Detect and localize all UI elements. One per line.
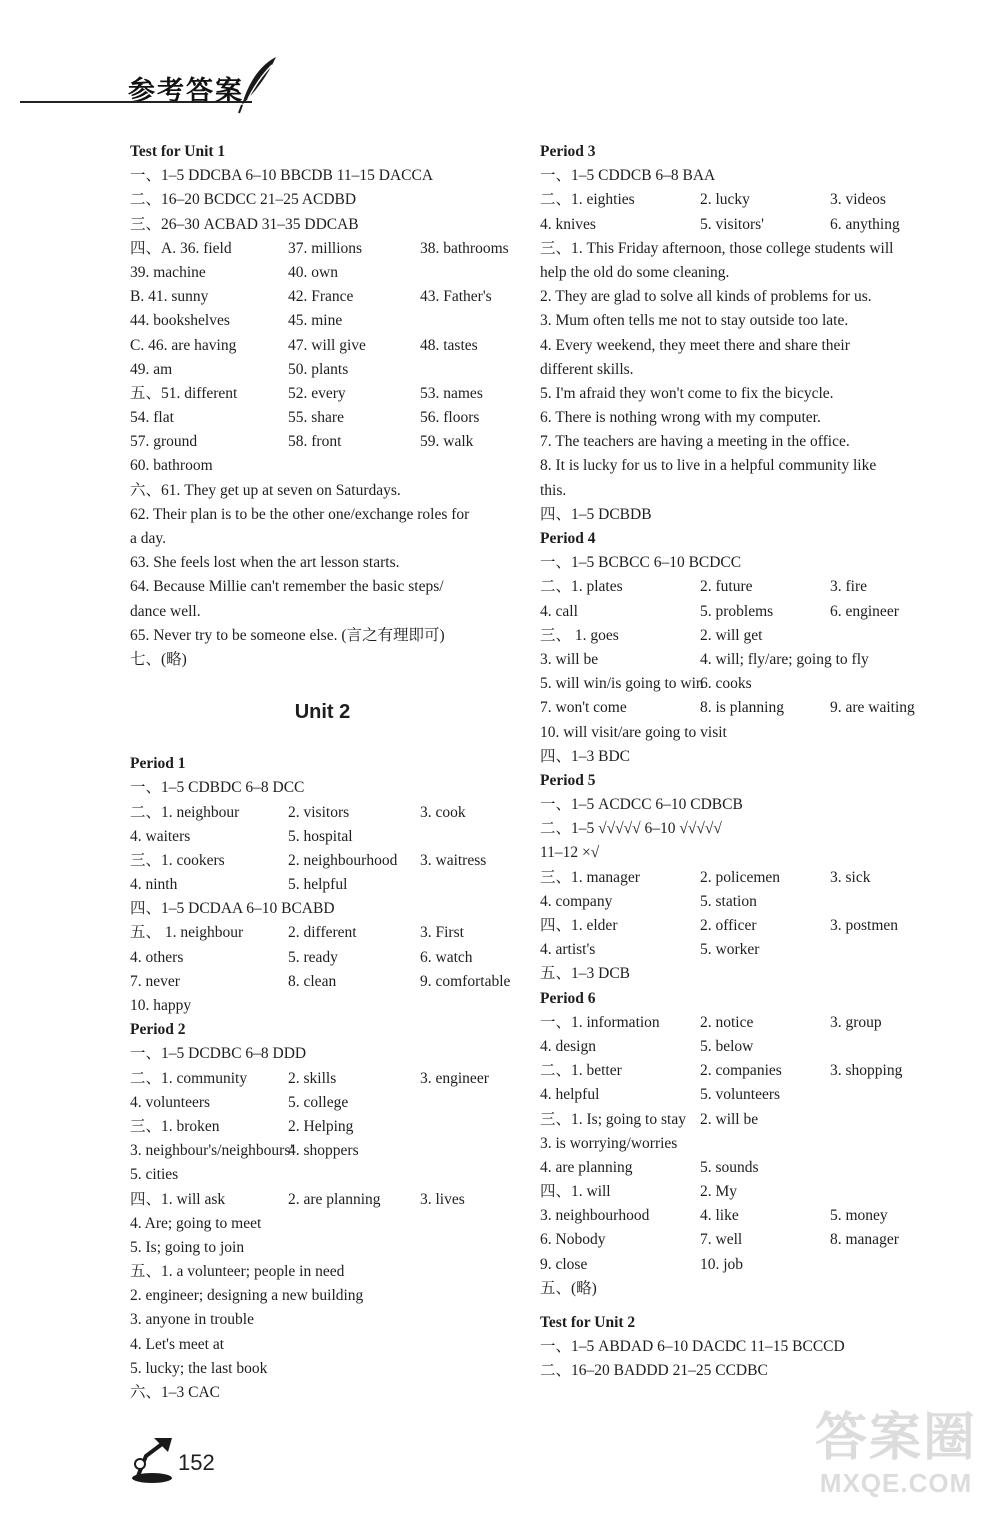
answer-line [130,285,525,309]
answer-line [130,897,525,921]
answer-text: 2. companies [700,1062,782,1080]
answer-text: a day. [130,530,167,547]
answer-line [540,1059,940,1083]
answer-text: 一、1–5 ACDCC 6–10 CDBCB [540,796,743,814]
section-heading: Period 1 [130,755,186,773]
answer-line [540,841,940,865]
answer-text: 39. machine [130,263,206,281]
answer-line [130,600,525,624]
answer-line [130,406,525,430]
answer-text: 2. neighbourhood [288,851,398,869]
answer-line [130,1236,525,1260]
answer-line [130,1308,525,1332]
answer-line [130,921,525,945]
answer-text: 37. millions [288,239,363,257]
answer-text: 2. will get [700,626,763,644]
answer-text: 5. problems [700,602,774,620]
watermark-url: MXQE.COM [819,1468,973,1498]
answer-text: 5. worker [700,941,760,959]
answer-line [540,672,940,696]
header-title: 参考答案 [128,76,244,107]
answer-line [540,1108,940,1132]
answer-text: 7. well [700,1231,743,1249]
answer-text: 57. ground [130,433,198,451]
answer-text: 5. helpful [288,876,348,894]
desk-lamp-icon [128,1430,176,1484]
answer-text: 3. is worrying/worries [540,1134,678,1152]
answer-text: 4. company [540,892,613,910]
answer-text: 64. Because Millie can't remember the basic steps/ [130,578,444,596]
answer-text: 四、1–5 DCBDB [540,505,652,523]
answer-line [130,479,525,503]
answer-text: 4. will; fly/are; going to fly [700,650,869,668]
answer-line [540,624,940,648]
answer-line [130,1163,525,1187]
watermark-title: 答案圈 [815,1409,978,1467]
answer-text: 2. skills [288,1069,337,1087]
answer-text: 6. watch [420,948,473,966]
right-answer-column [540,140,940,1384]
answer-text: 一、1–5 DCDBC 6–8 DDD [130,1045,307,1063]
answer-line [540,793,940,817]
answer-text: 55. share [288,409,344,427]
answer-text: 3. waitress [420,851,487,869]
answer-text: 4. design [540,1037,596,1055]
answer-text: 一、1–5 CDDCB 6–8 BAA [540,167,716,185]
answer-line [540,600,940,624]
answer-text: 5. money [830,1207,888,1225]
answer-line [540,696,940,720]
answer-text: 10. happy [130,997,192,1014]
answer-line [130,1067,525,1091]
answer-line [130,970,525,994]
answer-text: 2. different [288,924,357,942]
section-heading: Period 2 [130,1021,186,1039]
answer-line [130,551,525,575]
answer-text: 四、A. 36. field [130,239,232,257]
answer-line [130,1212,525,1236]
answer-text: 五、(略) [540,1279,597,1297]
answer-line [130,776,525,800]
answer-text: 3. will be [540,650,599,668]
answer-text: 三、1. Is; going to stay [540,1110,686,1128]
answer-text: 2. future [700,578,753,596]
answer-text: 10. job [700,1255,744,1273]
answer-text: 4. are planning [540,1158,633,1176]
answer-text: 4. knives [540,215,596,233]
answer-text: 二、1. neighbour [130,803,240,821]
answer-line [540,261,940,285]
answer-text: 43. Father's [420,288,492,306]
answer-text: 65. Never try to be someone else. (言之有理即可) [130,626,445,644]
answer-text: 7. won't come [540,699,627,717]
answer-text: 8. It is lucky for us to live in a helpful community like [540,457,877,475]
answer-text: 3. group [830,1013,882,1031]
answer-text: 一、1. information [540,1013,660,1031]
answer-text: 四、1. elder [540,917,618,934]
answer-line [130,1115,525,1139]
answer-line [540,382,940,406]
answer-text: 三、1. cookers [130,851,225,869]
answer-text: 一、1–5 DDCBA 6–10 BBCDB 11–15 DACCA [130,167,434,185]
answer-line [540,406,940,430]
answer-line [540,890,940,914]
answer-text: 3. videos [830,191,886,209]
answer-line [540,237,940,261]
answer-text: 三、 1. goes [540,626,619,644]
answer-line [540,164,940,188]
answer-text: 10. will visit/are going to visit [540,723,727,741]
answer-text: 60. bathroom [130,457,213,475]
answer-text: this. [540,481,567,499]
answer-line [130,503,525,527]
answer-text: C. 46. are having [130,336,237,354]
answer-text: 3. anyone in trouble [130,1311,254,1329]
answer-text: 二、1–5 √√√√√ 6–10 √√√√√ [540,820,722,838]
answer-text: 2. officer [700,917,757,934]
answer-text: 45. mine [288,312,343,330]
page-footer [128,1430,248,1490]
answer-text: 二、1. better [540,1062,622,1080]
answer-line [540,575,940,599]
answer-text: 3. postmen [830,917,899,934]
answer-line [540,503,940,527]
answer-line [130,454,525,478]
answer-text: 4. helpful [540,1086,600,1104]
answer-line [130,188,525,212]
answer-text: 三、26–30 ACBAD 31–35 DDCAB [130,215,359,233]
answer-text: different skills. [540,360,634,378]
answer-text: 六、1–3 CAC [130,1384,220,1401]
answer-line [130,382,525,406]
answer-text: 9. are waiting [830,699,915,717]
answer-text: 六、61. They get up at seven on Saturdays. [130,481,401,499]
answer-line [540,1359,940,1383]
answer-line [130,1260,525,1284]
answer-line [540,745,940,769]
answer-text: 9. comfortable [420,972,511,990]
answer-line [130,825,525,849]
answer-text: 5. lucky; the last book [130,1359,268,1377]
answer-text: 11–12 ×√ [540,844,600,862]
answer-text: 48. tastes [420,336,478,354]
answer-text: 50. plants [288,360,349,378]
answer-text: 62. Their plan is to be the other one/exchange roles for [130,505,470,523]
answer-text: 5. hospital [288,827,353,845]
answer-line [540,213,940,237]
answer-text: 3. neighbourhood [540,1207,650,1225]
answer-text: B. 41. sunny [130,288,209,306]
quill-pen-icon [236,55,282,115]
answer-text: 8. clean [288,972,337,990]
answer-text: 2. are planning [288,1190,381,1208]
answer-line [130,849,525,873]
answer-line [130,575,525,599]
answer-line [130,994,525,1018]
answer-text: 63. She feels lost when the art lesson starts. [130,554,400,572]
answer-text: 2. policemen [700,868,781,886]
answer-line [540,1083,940,1107]
answer-text: 二、1. community [130,1069,248,1087]
answer-text: 52. every [288,384,346,402]
page-number: 152 [178,1450,215,1475]
answer-text: 一、1–5 BCBCC 6–10 BCDCC [540,554,742,572]
section-heading: Period 6 [540,989,596,1007]
answer-line [130,1381,525,1405]
answer-text: 4. volunteers [130,1093,211,1111]
answer-line [540,479,940,503]
answer-line [540,1228,940,1252]
answer-text: 7. never [130,972,180,990]
answer-line [130,1139,525,1163]
answer-text: 五、1–3 DCB [540,965,630,983]
answer-text: 三、1. This Friday afternoon, those college students will [540,239,894,257]
answer-text: 4. others [130,948,184,966]
answer-text: 三、1. manager [540,868,640,886]
answer-line [130,358,525,382]
answer-text: 四、1. will ask [130,1190,226,1208]
answer-line [540,1156,940,1180]
answer-line [130,1188,525,1212]
answer-text: 一、1–5 ABDAD 6–10 DACDC 11–15 BCCCD [540,1338,845,1356]
answer-text: 5. cities [130,1166,179,1184]
answer-text: 4. ninth [130,876,178,894]
answer-text: 6. cooks [700,675,752,693]
answer-line [130,946,525,970]
answer-text: 3. cook [420,803,466,821]
section-heading: Period 3 [540,143,596,160]
answer-text: 9. close [540,1255,588,1273]
answer-line [130,1284,525,1308]
unit-title: Unit 2 [294,701,351,724]
answer-line [540,817,940,841]
answer-text: 二、16–20 BCDCC 21–25 ACDBD [130,191,357,209]
answer-text: 5. below [700,1037,754,1055]
answer-text: 4. like [700,1207,739,1225]
answer-line [540,914,940,938]
answer-line [130,334,525,358]
answer-text: 38. bathrooms [420,239,509,257]
answer-line [540,309,940,333]
answer-text: 2. Helping [288,1117,354,1135]
answer-text: 四、1–5 DCDAA 6–10 BCABD [130,900,335,918]
section-heading: Period 4 [540,530,596,547]
answer-line [130,527,525,551]
answer-line [130,624,525,648]
page-header [0,55,400,115]
answer-line [540,1277,940,1301]
answer-text: 四、1–3 BDC [540,747,630,765]
answer-text: 五、1. a volunteer; people in need [130,1263,345,1281]
answer-line [540,430,940,454]
answer-text: 2. engineer; designing a new building [130,1287,364,1305]
answer-text: 8. is planning [700,699,784,717]
answer-text: 三、1. broken [130,1117,220,1135]
answer-line [540,866,940,890]
answer-text: 2. lucky [700,191,750,209]
answer-line [130,648,525,672]
answer-text: 58. front [288,433,342,451]
answer-line [130,1042,525,1066]
answer-text: 二、1. plates [540,578,623,596]
answer-text: 五、 1. neighbour [130,924,244,942]
answer-text: 二、16–20 BADDD 21–25 CCDBC [540,1362,768,1380]
answer-line [540,1011,940,1035]
answer-text: 42. France [288,288,354,306]
answer-text: 2. visitors [288,803,350,821]
answer-text: 二、1. eighties [540,191,635,209]
answer-text: 七、(略) [130,650,187,668]
answer-text: 5. ready [288,948,338,966]
answer-text: 5. visitors' [700,215,764,233]
answer-text: 6. engineer [830,602,899,620]
answer-text: 59. walk [420,433,474,451]
answer-text: 5. college [288,1093,349,1111]
answer-line [540,1132,940,1156]
watermark [815,1408,977,1498]
answer-text: 4. waiters [130,827,191,845]
answer-text: 3. sick [830,868,871,886]
answer-line [130,213,525,237]
answer-text: 2. They are glad to solve all kinds of problems for us. [540,288,872,306]
answer-line [540,551,940,575]
answer-text: 4. call [540,602,578,620]
answer-text: 一、1–5 CDBDC 6–8 DCC [130,779,305,797]
answer-line [130,1091,525,1115]
answer-line [540,938,940,962]
answer-line [130,430,525,454]
answer-line [540,1035,940,1059]
answer-text: 五、51. different [130,384,238,402]
answer-line [540,1204,940,1228]
answer-line [540,285,940,309]
left-answer-column [130,140,525,1405]
answer-text: 5. sounds [700,1158,759,1176]
answer-text: 3. engineer [420,1069,489,1087]
answer-line [130,309,525,333]
answer-line [130,1357,525,1381]
answer-line [130,873,525,897]
answer-text: 3. First [420,924,464,942]
answer-line [540,721,940,745]
answer-text: 5. will win/is going to win [540,675,704,693]
answer-text: 49. am [130,360,173,378]
answer-line [540,454,940,478]
answer-text: 40. own [288,263,338,281]
answer-text: 5. volunteers [700,1086,781,1104]
answer-text: 6. anything [830,215,900,233]
header-rule [20,101,252,103]
section-heading: Test for Unit 2 [540,1314,636,1331]
section-heading: Period 5 [540,771,596,789]
answer-text: 8. manager [830,1231,899,1249]
answer-line [540,334,940,358]
answer-text: 4. Every weekend, they meet there and share their [540,336,850,354]
answer-text: 47. will give [288,336,366,354]
answer-text: 4. Let's meet at [130,1335,225,1353]
answer-text: 7. The teachers are having a meeting in the office. [540,433,850,451]
answer-text: 3. Mum often tells me not to stay outside too late. [540,312,849,330]
answer-text: 四、1. will [540,1183,611,1201]
answer-line [540,962,940,986]
answer-text: 6. Nobody [540,1231,606,1249]
answer-text: dance well. [130,602,201,620]
answer-line [540,1253,940,1277]
answer-text: help the old do some cleaning. [540,263,730,281]
answer-line [130,261,525,285]
answer-text: 5. Is; going to join [130,1238,245,1256]
answer-line [130,801,525,825]
answer-line [130,1333,525,1357]
answer-text: 4. artist's [540,941,596,959]
answer-line [130,237,525,261]
answer-text: 2. My [700,1183,738,1201]
answer-text: 2. will be [700,1110,759,1128]
answer-text: 2. notice [700,1013,754,1031]
answer-text: 3. neighbour's/neighbours' [130,1142,294,1160]
answer-line [540,1180,940,1204]
section-heading: Test for Unit 1 [130,143,226,160]
answer-line [540,1335,940,1359]
answer-text: 3. shopping [830,1062,903,1080]
answer-line [130,164,525,188]
answer-text: 5. I'm afraid they won't come to fix the bicycle. [540,384,834,402]
answer-text: 5. station [700,892,757,910]
answer-text: 3. fire [830,578,868,596]
answer-text: 6. There is nothing wrong with my computer. [540,409,821,427]
answer-line [540,648,940,672]
answer-text: 53. names [420,384,483,402]
answer-text: 56. floors [420,409,480,427]
answer-line [540,358,940,382]
answer-text: 4. Are; going to meet [130,1214,262,1232]
answer-text: 4. shoppers [288,1142,359,1160]
answer-text: 54. flat [130,409,174,427]
answer-text: 44. bookshelves [130,312,230,330]
answer-line [540,188,940,212]
answer-text: 3. lives [420,1190,465,1208]
